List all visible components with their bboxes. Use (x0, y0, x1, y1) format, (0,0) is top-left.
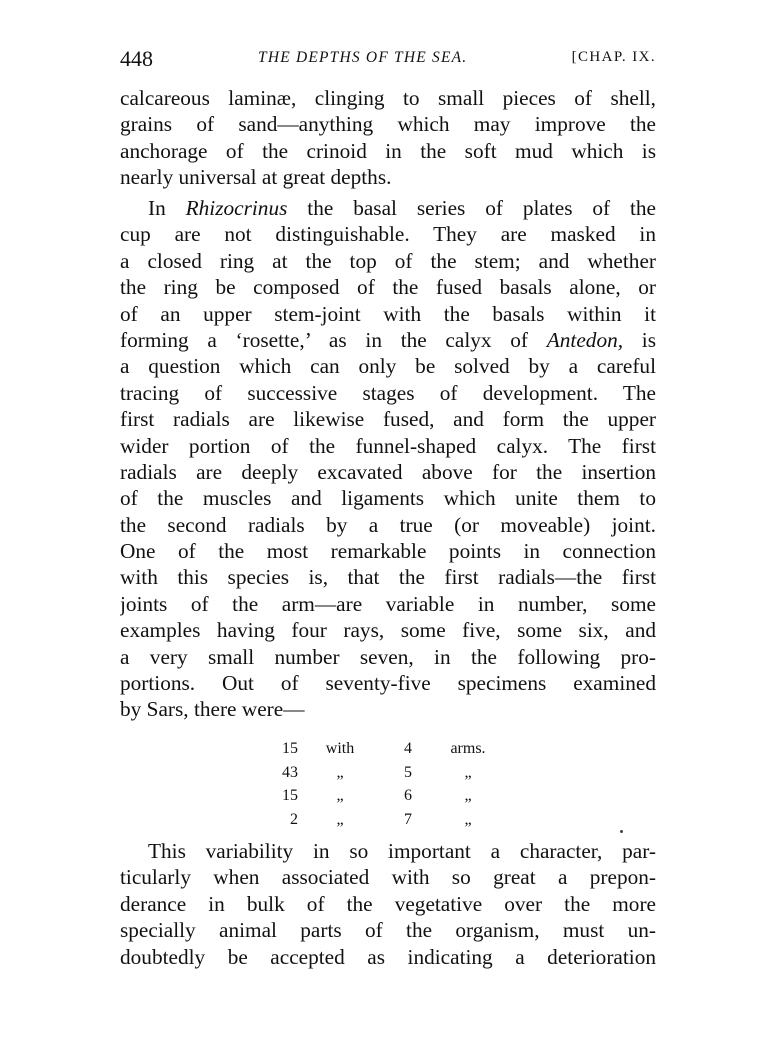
table-row (260, 761, 520, 785)
text-line: ticularly when associated with so great a prepon- (120, 865, 656, 890)
text-line: tracing of successive stages of development. The (120, 380, 656, 405)
text-fragment: is (641, 327, 656, 352)
paragraph-rhizocrinus (120, 195, 656, 723)
text-line (120, 195, 656, 221)
text-line: joints of the arm—are variable in number, some (120, 591, 656, 616)
arm-count: 6 (404, 787, 412, 804)
page-number: 448 (120, 46, 153, 71)
text-line: radials are deeply excavated above for the insertion (120, 459, 656, 484)
text-line: portions. Out of seventy-five specimens examined (120, 671, 656, 696)
text-line: with this species is, that the first radials—the first (120, 565, 656, 590)
specimen-count: 15 (282, 740, 298, 757)
text-line: a question which can only be solved by a careful (120, 354, 656, 379)
print-speck (620, 830, 623, 833)
chapter-reference: [CHAP. IX. (571, 49, 656, 65)
text-line: the second radials by a true (or moveable) joint. (120, 512, 656, 537)
paragraph-variability (120, 838, 656, 970)
table-row (260, 784, 520, 808)
text-line: calcareous laminæ, clinging to small pieces of shell, (120, 86, 656, 110)
text-line: grains of sand—anything which may improve the (120, 112, 656, 137)
ditto-mark: „ (336, 763, 344, 781)
text-fragment: forming a ‘rosette,’ as in the calyx of (120, 327, 529, 352)
ditto-mark: „ (336, 810, 344, 828)
text-line: the ring be composed of the fused basals alone, or (120, 275, 656, 300)
text-line: a closed ring at the top of the stem; and whether (120, 248, 656, 273)
text-fragment: In (148, 196, 166, 220)
text-line: of the muscles and ligaments which unite them to (120, 486, 656, 511)
arm-count: 4 (404, 740, 412, 757)
specimen-count: 2 (290, 810, 298, 828)
text-line: examples having four rays, some five, some six, and (120, 618, 656, 643)
text-line: nearly universal at great depths. (120, 165, 392, 190)
text-line: This variability in so important a character, par- (148, 839, 656, 863)
ditto-mark: „ (464, 787, 472, 804)
text-line (120, 327, 656, 353)
species-name-rhizocrinus: Rhizocrinus (185, 196, 288, 220)
arm-count: 7 (404, 810, 412, 828)
with-label: with (325, 740, 355, 757)
text-line: derance in bulk of the vegetative over the more (120, 891, 656, 916)
page-header (120, 46, 656, 74)
genus-name-antedon: Antedon, (546, 327, 624, 352)
ditto-mark: „ (464, 810, 472, 828)
paragraph-continuation (120, 85, 656, 191)
running-title: THE DEPTHS OF THE SEA. (258, 49, 468, 66)
text-line: of an upper stem-joint with the basals within it (120, 301, 656, 326)
table-row (260, 737, 520, 761)
unit-label: arms. (450, 740, 486, 757)
text-line: specially animal parts of the organism, must un- (120, 918, 656, 943)
specimen-count: 15 (282, 787, 298, 804)
text-fragment: the basal series of plates of the (307, 196, 656, 220)
table-row (260, 808, 520, 832)
text-line: a very small number seven, in the following pro- (120, 644, 656, 669)
arm-count: 5 (404, 763, 412, 781)
text-line: first radials are likewise fused, and form the upper (120, 407, 656, 432)
text-line: by Sars, there were— (120, 697, 305, 722)
text-line: anchorage of the crinoid in the soft mud which is (120, 138, 656, 163)
text-line: cup are not distinguishable. They are masked in (120, 222, 656, 247)
specimen-count: 43 (282, 763, 298, 781)
text-line: doubtedly be accepted as indicating a deterioration (120, 944, 656, 969)
text-line: One of the most remarkable points in connection (120, 539, 656, 564)
arm-count-table (260, 737, 520, 831)
ditto-mark: „ (336, 787, 344, 804)
ditto-mark: „ (464, 763, 472, 781)
text-line: wider portion of the funnel-shaped calyx. The first (120, 433, 656, 458)
